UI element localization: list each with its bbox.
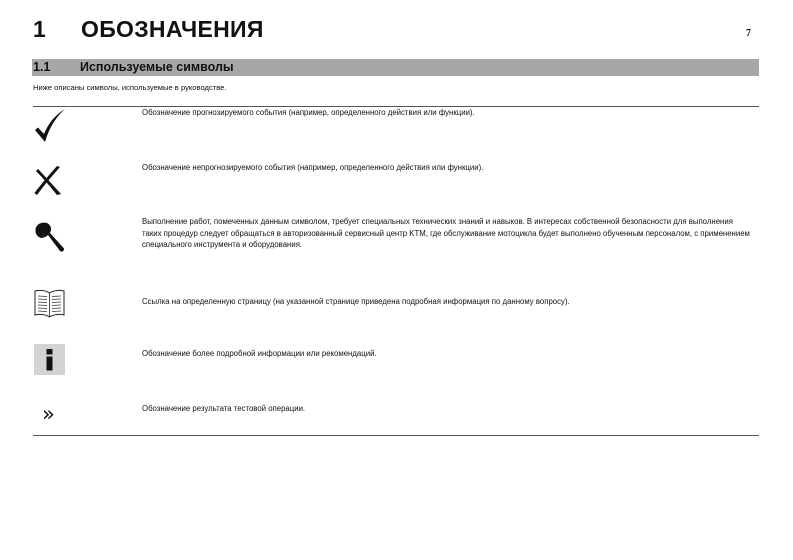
section-header	[32, 59, 759, 76]
section-title: Используемые символы	[80, 60, 234, 74]
info-icon	[34, 344, 65, 375]
page-number: 7	[746, 28, 751, 39]
intro-text: Ниже описаны символы, используемые в руководстве.	[33, 83, 227, 92]
symbol-description: Обозначение более подробной информации или рекомендаций.	[142, 349, 377, 358]
checkmark-icon	[34, 109, 66, 143]
chapter-title: ОБОЗНАЧЕНИЯ	[81, 16, 264, 42]
symbol-description: Ссылка на определенную страницу (на указанной странице приведена подробная информация по данному вопросу).	[142, 297, 570, 306]
book-icon	[34, 288, 65, 318]
section-number: 1.1	[33, 60, 51, 74]
symbol-description: Обозначение результата тестовой операции.	[142, 404, 306, 413]
table-bottom-rule	[33, 435, 759, 436]
symbol-description: Обозначение прогнозируемого события (например, определенного действия или функции).	[142, 108, 475, 117]
wrench-icon	[33, 221, 65, 253]
result-arrow-icon: »	[42, 402, 55, 426]
symbol-description: Обозначение непрогнозируемого события (например, определенного действия или функции).	[142, 163, 484, 172]
symbol-description: Выполнение работ, помеченных данным символом, требует специальных технических знаний и навыков. В интересах собственной безопасности для выполнения таких процедур следует обращаться в авторизованный сервисный центр KTM, где обслуживание мотоцикла будет выполнено обученным персоналом, с применением специального инструмента и оборудования.	[142, 217, 750, 249]
cross-icon	[34, 166, 64, 196]
chapter-number: 1	[33, 16, 46, 42]
